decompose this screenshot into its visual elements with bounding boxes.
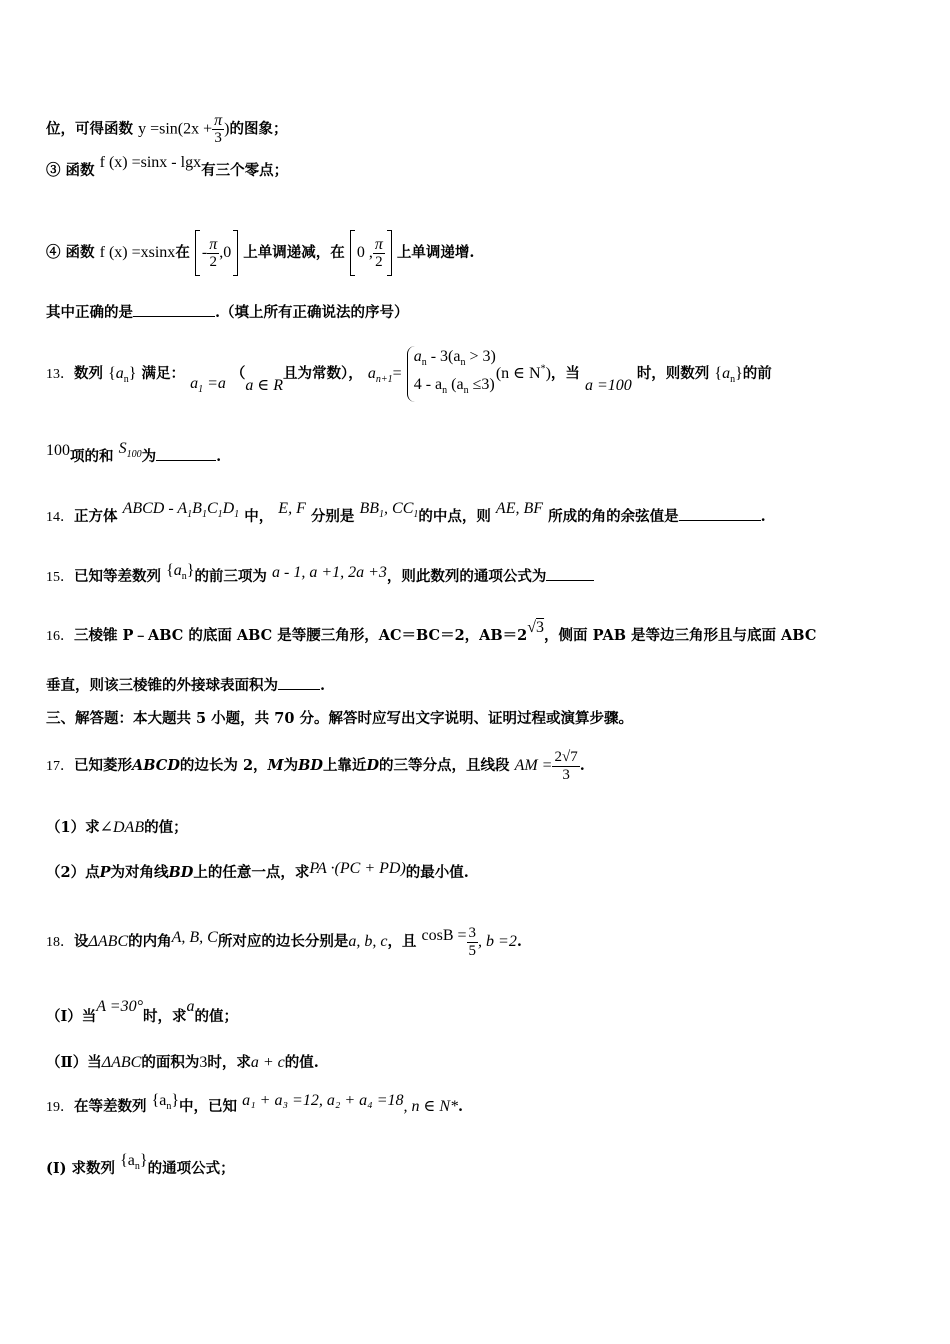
edge-names: $BB_1$, $CC_1$ — [359, 500, 419, 521]
section-3-heading: 三、解答题：本大题共 5 小题，共 70 分。解答时应写出文字说明、证明过程或演算步骤。 — [46, 710, 633, 727]
question-18-part-2: （Ⅱ）当ΔABC的面积为3时，求a + c的值. — [46, 1054, 319, 1071]
statement-2-tail: 位，可得函数 y =sin(2x + $\frac{\pi}{3}$ )的图象； — [46, 112, 288, 146]
right-bracket — [387, 230, 392, 276]
question-13: 13．数列 $\{a_n\}$ 满足： $a_1 =a$ （a ∈ R且为常数）， $a_{n+1}=$ $a_n - 3(a_n > 3)$ $4 - a_n$ $(a_n \le 3)$ (n ∈ N*)，当 a =100 时，则数列 $\{a_n\}$的前 — [46, 346, 904, 402]
left-bracket — [195, 230, 200, 276]
answer-blank[interactable] — [156, 446, 216, 461]
answer-blank[interactable] — [546, 566, 594, 581]
fraction-pi-2: $\frac{\pi}{2}$ — [374, 235, 383, 270]
fraction-pi-2: $\frac{\pi}{2}$ — [209, 235, 218, 270]
function-expression: y =sin(2x + — [138, 120, 213, 138]
question-14: 14．正方体 ABCD - $A_1B_1C_1D_1$ 中， E, F 分别是 $BB_1$, $CC_1$的中点，则 AE, BF 所成的角的余弦值是 . — [46, 500, 766, 525]
statement-3: ③ 函数 f (x) =sinx - lgx有三个零点； — [46, 154, 289, 179]
question-17: 17．已知菱形ABCD的边长为 2，M为BD上靠近D的三等分点，且线段 AM = $\frac{2√7}{3}$ . — [46, 748, 585, 783]
sequence-symbol: $\{a_n\}$ — [120, 1152, 148, 1173]
question-18-part-1: （Ⅰ）当A =30°时，求a的值； — [46, 998, 238, 1025]
answer-blank[interactable] — [679, 506, 761, 521]
left-bracket — [350, 230, 355, 276]
fraction-pi-3: $\frac{\pi}{3}$ — [214, 112, 223, 146]
question-16: 16．三棱锥 P﹣ABC 的底面 ABC 是等腰三角形，AC＝BC＝2，AB＝2√3，侧面 PAB 是等边三角形且与底面 ABC — [46, 619, 817, 644]
cube-name: ABCD - $A_1B_1C_1D_1$ — [122, 500, 240, 521]
fraction-3-5: $\frac{3}{5}$ — [468, 924, 477, 959]
domain-condition: (n ∈ N*) — [495, 363, 551, 383]
question-16-cont: 垂直，则该三棱锥的外接球表面积为 . — [46, 677, 326, 694]
answer-blank[interactable] — [278, 675, 320, 690]
sequence-symbol: $\{a_n\}$ — [108, 365, 137, 386]
question-17-part-1: （1）求∠DAB的值； — [46, 819, 188, 836]
piecewise-recurrence: $a_n - 3(a_n > 3)$ $4 - a_n$ $(a_n \le 3)$ — [407, 346, 496, 402]
sequence-symbol: $\{a_n\}$ — [714, 365, 743, 386]
question-13-cont: 100项的和 $S_{100}$为 . — [46, 440, 222, 465]
square-root: √3 — [527, 619, 545, 636]
question-19: 19．在等差数列 $\{a_n\}$中，已知 a₁ + a₃ =12, a₂ + a₄ =18, n ∈ N*. — [46, 1092, 464, 1115]
answer-blank[interactable] — [133, 302, 215, 317]
function-expression: f (x) =xsinx — [99, 244, 176, 261]
right-bracket — [233, 230, 238, 276]
sequence-symbol: $\{a_n\}$ — [166, 562, 195, 583]
initial-term: $a_1 =a$ — [190, 375, 226, 396]
question-19-part-1: (Ⅰ) 求数列 $\{a_n\}$的通项公式； — [46, 1152, 235, 1177]
question-17-part-2: （2）点P为对角线BD上的任意一点，求PA ·(PC + PD)的最小值. — [46, 860, 469, 881]
statement-4: ④ 函数 f (x) =xsinx在 - $\frac{\pi}{2}$ ,0 上单调递减，在 0 , $\frac{\pi}{2}$ 上单调递增. — [46, 230, 904, 276]
recurrence-lhs: $a_{n+1}$ — [367, 365, 393, 386]
question-18: 18．设ΔABC的内角A, B, C所对应的边长分别是a, b, c，且 cosB = $\frac{3}{5}$ , b =2. — [46, 924, 522, 959]
question-15: 15．已知等差数列 $\{a_n\}$的前三项为 a - 1, a +1, 2a +3，则此数列的通项公式为 — [46, 566, 904, 594]
sum-symbol: $S_{100}$ — [118, 440, 142, 461]
fraction-2root7-3: $\frac{2√7}{3}$ — [554, 748, 578, 783]
function-expression: f (x) =sinx - lgx — [99, 154, 202, 171]
question-12-answer-prompt: 其中正确的是 .（填上所有正确说法的序号） — [46, 304, 409, 321]
sequence-symbol: $\{a_n\}$ — [151, 1092, 180, 1113]
